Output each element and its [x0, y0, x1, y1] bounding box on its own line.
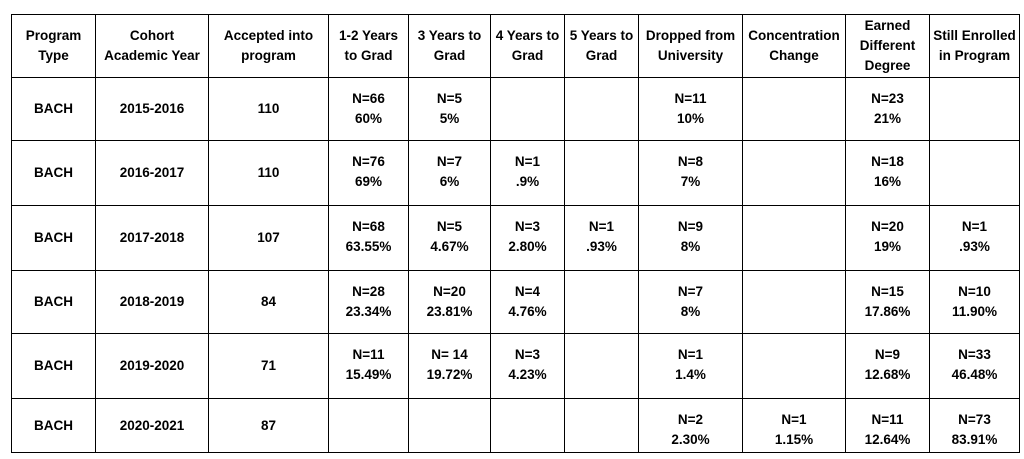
- dropped-cell: [639, 334, 743, 399]
- years-4-cell: [491, 399, 565, 453]
- percent-text: 19.72%: [426, 367, 473, 382]
- table-row: [12, 206, 1020, 271]
- dropped-cell: [639, 206, 743, 271]
- still-enrolled-cell: [930, 141, 1020, 206]
- dropped-cell: [639, 271, 743, 334]
- count-text: N=66: [352, 91, 385, 106]
- count-text: N=28: [352, 284, 385, 299]
- table-row: [12, 399, 1020, 453]
- header-5-years-to-grad: 5 Years to Grad: [565, 15, 639, 78]
- percent-text: 8%: [680, 304, 701, 319]
- header-4-years-to-grad: 4 Years to Grad: [491, 15, 565, 78]
- percent-text: 21%: [873, 111, 902, 126]
- count-text: N=1: [677, 347, 704, 362]
- count-text: N=4: [514, 284, 541, 299]
- percent-text: 16%: [873, 174, 902, 189]
- percent-text: 60%: [354, 111, 383, 126]
- count-text: N=9: [874, 347, 901, 362]
- percent-text: 10%: [676, 111, 705, 126]
- percent-text: 23.34%: [345, 304, 392, 319]
- table-row: [12, 334, 1020, 399]
- cohort-year-cell: 2015-2016: [96, 78, 209, 141]
- count-text: N=73: [958, 412, 991, 427]
- table-row: [12, 78, 1020, 141]
- percent-text: 1.4%: [675, 367, 706, 382]
- table-row: [12, 141, 1020, 206]
- count-text: N=2: [677, 412, 704, 427]
- years-3-cell: [409, 399, 491, 453]
- years-4-cell: [491, 271, 565, 334]
- program-type-cell: BACH: [12, 271, 96, 334]
- count-text: N=3: [514, 347, 541, 362]
- percent-text: 1.15%: [774, 432, 814, 447]
- count-text: N=11: [674, 91, 707, 106]
- accepted-cell: 110: [209, 78, 329, 141]
- count-text: N=7: [677, 284, 704, 299]
- cohort-year-cell: 2017-2018: [96, 206, 209, 271]
- different-degree-cell: [846, 271, 930, 334]
- count-text: N=5: [436, 219, 463, 234]
- percent-text: 17.86%: [864, 304, 911, 319]
- cohort-year-cell: 2020-2021: [96, 399, 209, 453]
- accepted-cell: 84: [209, 271, 329, 334]
- count-text: N=68: [352, 219, 385, 234]
- header-dropped-from-university: Dropped from University: [639, 15, 743, 78]
- years-5-cell: [565, 399, 639, 453]
- accepted-cell: 110: [209, 141, 329, 206]
- percent-text: 8%: [680, 239, 701, 254]
- still-enrolled-cell: [930, 206, 1020, 271]
- still-enrolled-cell: [930, 334, 1020, 399]
- concentration-change-cell: [743, 271, 846, 334]
- percent-text: 7%: [680, 174, 701, 189]
- still-enrolled-cell: [930, 78, 1020, 141]
- years-3-cell: [409, 78, 491, 141]
- percent-text: 5%: [439, 111, 460, 126]
- header-accepted-into-program: Accepted into program: [209, 15, 329, 78]
- cohort-outcomes-table: [11, 14, 1020, 453]
- years-3-cell: [409, 271, 491, 334]
- count-text: N=15: [871, 284, 904, 299]
- years-5-cell: [565, 334, 639, 399]
- program-type-cell: BACH: [12, 399, 96, 453]
- years-5-cell: [565, 141, 639, 206]
- count-text: N= 14: [431, 347, 468, 362]
- years-1-2-cell: [329, 206, 409, 271]
- percent-text: .9%: [515, 174, 540, 189]
- percent-text: 63.55%: [345, 239, 392, 254]
- header-1-2-years-to-grad: 1-2 Years to Grad: [329, 15, 409, 78]
- concentration-change-cell: [743, 78, 846, 141]
- percent-text: 6%: [439, 174, 460, 189]
- concentration-change-cell: [743, 206, 846, 271]
- table-row: [12, 271, 1020, 334]
- percent-text: 12.68%: [864, 367, 911, 382]
- different-degree-cell: [846, 206, 930, 271]
- cohort-year-cell: 2019-2020: [96, 334, 209, 399]
- count-text: N=10: [958, 284, 991, 299]
- count-text: N=1: [781, 412, 807, 427]
- percent-text: 15.49%: [345, 367, 392, 382]
- percent-text: 2.30%: [671, 432, 710, 447]
- years-1-2-cell: [329, 334, 409, 399]
- count-text: N=33: [958, 347, 991, 362]
- count-text: N=1: [514, 154, 541, 169]
- count-text: N=11: [871, 412, 904, 427]
- percent-text: 23.81%: [426, 304, 473, 319]
- header-concentration-change: Concentration Change: [743, 15, 846, 78]
- years-4-cell: [491, 78, 565, 141]
- count-text: N=5: [436, 91, 463, 106]
- concentration-change-cell: [743, 399, 846, 453]
- accepted-cell: 71: [209, 334, 329, 399]
- percent-text: 2.80%: [508, 239, 547, 254]
- percent-text: .93%: [586, 239, 617, 254]
- still-enrolled-cell: [930, 271, 1020, 334]
- cohort-year-cell: 2016-2017: [96, 141, 209, 206]
- percent-text: 69%: [354, 174, 383, 189]
- count-text: N=8: [677, 154, 704, 169]
- count-text: N=76: [352, 154, 385, 169]
- years-3-cell: [409, 334, 491, 399]
- program-type-cell: BACH: [12, 78, 96, 141]
- years-1-2-cell: [329, 141, 409, 206]
- years-1-2-cell: [329, 78, 409, 141]
- count-text: N=9: [677, 219, 704, 234]
- years-5-cell: [565, 78, 639, 141]
- years-1-2-cell: [329, 271, 409, 334]
- years-1-2-cell: [329, 399, 409, 453]
- years-3-cell: [409, 206, 491, 271]
- count-text: N=23: [871, 91, 904, 106]
- accepted-cell: 87: [209, 399, 329, 453]
- header-3-years-to-grad: 3 Years to Grad: [409, 15, 491, 78]
- percent-text: 83.91%: [951, 432, 998, 447]
- count-text: N=1: [961, 219, 988, 234]
- count-text: N=20: [871, 219, 904, 234]
- count-text: N=11: [352, 347, 385, 362]
- percent-text: 4.67%: [430, 239, 469, 254]
- program-type-cell: BACH: [12, 206, 96, 271]
- years-3-cell: [409, 141, 491, 206]
- percent-text: 19%: [873, 239, 902, 254]
- accepted-cell: 107: [209, 206, 329, 271]
- different-degree-cell: [846, 399, 930, 453]
- dropped-cell: [639, 399, 743, 453]
- header-still-enrolled: Still Enrolled in Program: [930, 15, 1020, 78]
- still-enrolled-cell: [930, 399, 1020, 453]
- count-text: N=7: [436, 154, 463, 169]
- percent-text: 46.48%: [951, 367, 998, 382]
- years-5-cell: [565, 206, 639, 271]
- different-degree-cell: [846, 78, 930, 141]
- percent-text: 11.90%: [951, 304, 998, 319]
- percent-text: .93%: [959, 239, 990, 254]
- count-text: N=1: [588, 219, 615, 234]
- cohort-year-cell: 2018-2019: [96, 271, 209, 334]
- percent-text: 4.23%: [508, 367, 547, 382]
- header-program-type: Program Type: [12, 15, 96, 78]
- dropped-cell: [639, 78, 743, 141]
- percent-text: 4.76%: [508, 304, 547, 319]
- years-4-cell: [491, 206, 565, 271]
- years-5-cell: [565, 271, 639, 334]
- concentration-change-cell: [743, 141, 846, 206]
- count-text: N=20: [433, 284, 466, 299]
- count-text: N=3: [514, 219, 541, 234]
- count-text: N=18: [871, 154, 904, 169]
- percent-text: 12.64%: [864, 432, 911, 447]
- years-4-cell: [491, 334, 565, 399]
- program-type-cell: BACH: [12, 141, 96, 206]
- program-type-cell: BACH: [12, 334, 96, 399]
- different-degree-cell: [846, 141, 930, 206]
- header-cohort-academic-year: Cohort Academic Year: [96, 15, 209, 78]
- header-earned-different-degree: Earned Different Degree: [846, 15, 930, 78]
- dropped-cell: [639, 141, 743, 206]
- concentration-change-cell: [743, 334, 846, 399]
- different-degree-cell: [846, 334, 930, 399]
- years-4-cell: [491, 141, 565, 206]
- header-row: [12, 15, 1020, 78]
